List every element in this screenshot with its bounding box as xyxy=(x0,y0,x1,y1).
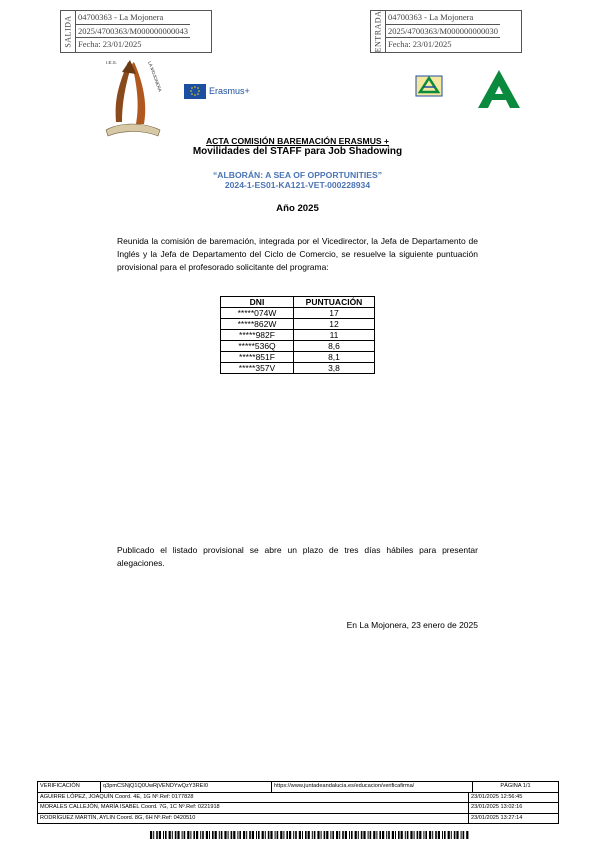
stamp-side-label: ENTRADA xyxy=(373,10,383,53)
table-row xyxy=(221,308,375,319)
dni-cell: *****536Q xyxy=(221,341,294,352)
dni-cell: *****982F xyxy=(221,330,294,341)
school-logo xyxy=(100,52,168,144)
score-cell: 8,6 xyxy=(294,341,375,352)
score-cell: 17 xyxy=(294,308,375,319)
stamp-date: Fecha: 23/01/2025 xyxy=(388,39,452,50)
signer-name: AGUIRRE LÓPEZ, JOAQUÍN Coord. 4E, 1G Nº.Ref: 0177828 xyxy=(38,793,469,803)
score-cell: 12 xyxy=(294,319,375,330)
score-cell: 3,8 xyxy=(294,363,375,374)
scores-table xyxy=(220,296,375,374)
signer-row xyxy=(38,803,558,814)
stamp-side-label: SALIDA xyxy=(63,15,73,48)
verification-url-link[interactable]: https://www.juntadeandalucia.es/educacion/verificafirma/ xyxy=(272,782,473,792)
document-subtitle: Movilidades del STAFF para Job Shadowing xyxy=(192,146,403,157)
svg-text:I.E.S.: I.E.S. xyxy=(106,60,118,65)
stamp-registry-number: 2025/4700363/M000000000043 xyxy=(76,25,190,39)
place-and-date: En La Mojonera, 23 enero de 2025 xyxy=(346,620,478,630)
erasmus-wordmark: Erasmus+ xyxy=(209,86,250,96)
signer-name: RODRÍGUEZ MARTÍN, AYLIN Coord. 8G, 6H Nº.Ref: 0420510 xyxy=(38,814,469,824)
document-title: ACTA COMISIÓN BAREMACIÓN ERASMUS + xyxy=(205,136,390,146)
dni-cell: *****851F xyxy=(221,352,294,363)
intro-paragraph: Reunida la comisión de baremación, integrada por el Vicedirector, la Jefa de Departamento de Inglés y la Jefa de Departamento del Ciclo de Comercio, se resuelve la siguiente puntuación provisional para el profesorado solicitante del programa: xyxy=(117,236,478,272)
table-row xyxy=(221,319,375,330)
dni-cell: *****862W xyxy=(221,319,294,330)
project-code: 2024-1-ES01-KA121-VET-000228934 xyxy=(224,180,371,190)
signer-row xyxy=(38,793,558,804)
notice-paragraph: Publicado el listado provisional se abre un plazo de tres días hábiles para presentar alegaciones. xyxy=(117,545,478,568)
verification-barcode xyxy=(150,826,470,834)
signature-date: 23/01/2025 12:56:45 xyxy=(471,793,523,800)
signature-date: 23/01/2025 13:02:16 xyxy=(471,804,523,810)
stamp-center-line: 04700363 - La Mojonera xyxy=(76,11,190,25)
verification-label: VERIFICACIÓN xyxy=(38,782,101,792)
verification-row xyxy=(38,782,558,793)
table-row xyxy=(221,330,375,341)
table-row xyxy=(221,363,375,374)
stamp-registry-number: 2025/4700363/M000000000030 xyxy=(386,25,500,39)
table-row xyxy=(221,352,375,363)
score-cell: 8,1 xyxy=(294,352,375,363)
svg-text:LA MOJONERA: LA MOJONERA xyxy=(147,60,163,93)
commerce-cycle-logo xyxy=(414,72,444,100)
eu-flag-icon xyxy=(184,84,206,99)
exit-registry-stamp xyxy=(60,10,212,53)
dni-cell: *****357V xyxy=(221,363,294,374)
signer-row xyxy=(38,814,558,824)
year-heading: Año 2025 xyxy=(276,203,319,214)
entry-registry-stamp xyxy=(370,10,522,53)
erasmus-plus-logo xyxy=(184,80,264,102)
table-row xyxy=(221,341,375,352)
dni-cell: *****074W xyxy=(221,308,294,319)
project-name: “ALBORÁN: A SEA OF OPPORTUNITIES” xyxy=(212,170,382,180)
stamp-date: Fecha: 23/01/2025 xyxy=(78,39,142,50)
junta-andalucia-logo xyxy=(476,68,522,110)
signer-name: MORALES CALLEJÓN, MARÍA ISABEL Coord. 7G, 1C Nº.Ref: 0221918 xyxy=(38,803,469,813)
page-number: PÁGINA 1/1 xyxy=(500,783,531,789)
score-cell: 11 xyxy=(294,330,375,341)
table-header-row xyxy=(221,297,375,308)
signature-verification-block xyxy=(37,781,559,824)
column-header-dni: DNI xyxy=(221,297,294,308)
column-header-score: PUNTUACIÓN xyxy=(294,297,375,308)
signature-date: 23/01/2025 13:27:14 xyxy=(471,814,523,821)
verification-code: q3pmCSNjQ1Q0UwRjVENDYwQzY3REI0 xyxy=(101,782,272,792)
stamp-center-line: 04700363 - La Mojonera xyxy=(386,11,500,25)
